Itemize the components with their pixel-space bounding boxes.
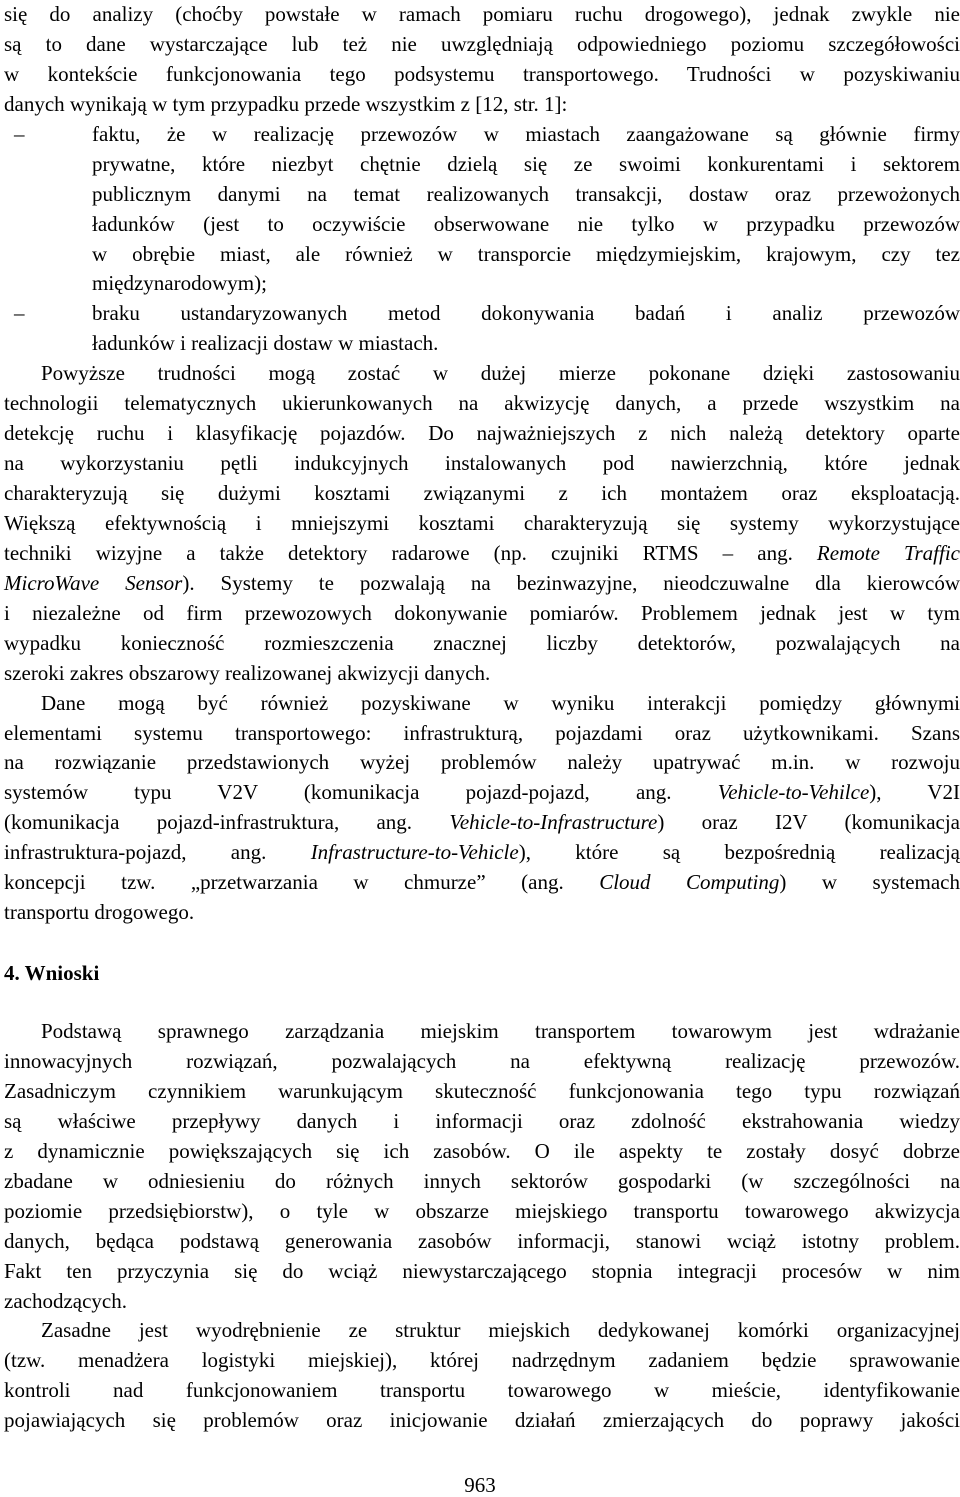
document-page bbox=[4, 0, 960, 1436]
text-line: technologii telematycznych ukierunkowanych na akwizycję danych, a przede wszystkim na bbox=[4, 391, 960, 416]
text-line: ładunków (jest to oczywiście obserwowane nie tylko w przypadku przewozów bbox=[92, 211, 960, 236]
italic-term: Vehicle-to-Infrastructure bbox=[449, 810, 658, 835]
italic-term: Remote Traffic bbox=[816, 540, 960, 565]
text-line: Podstawą sprawnego zarządzania miejskim transportem towarowym jest wdrażanie bbox=[41, 1019, 960, 1044]
text-line bbox=[4, 838, 960, 868]
page-number: 963 bbox=[464, 1473, 496, 1497]
text-span: techniki wizyjne a także detektory radarowe (np. czujniki RTMS – ang. bbox=[4, 540, 817, 565]
text-span: ). Systemy te pozwalają na bezinwazyjne, nieodczuwalne dla kierowców bbox=[182, 570, 960, 595]
italic-term: Vehicle-to-Vehilce bbox=[717, 780, 870, 805]
text-span: ), V2I bbox=[869, 780, 960, 805]
dash-bullet: – bbox=[14, 301, 25, 326]
text-line: transportu drogowego. bbox=[4, 900, 195, 925]
text-span: infrastruktura-pojazd, ang. bbox=[4, 840, 311, 865]
text-line: międzynarodowym); bbox=[92, 271, 267, 296]
text-line: na rozwiązanie przedstawionych wyżej problemów należy upatrywać m.in. w rozwoju bbox=[4, 750, 960, 775]
text-line: Powyższe trudności mogą zostać w dużej mierze pokonane dzięki zastosowaniu bbox=[41, 361, 960, 386]
paragraph-v2x bbox=[4, 689, 960, 929]
text-line: zachodzących. bbox=[4, 1288, 127, 1313]
text-line bbox=[4, 569, 960, 599]
text-span: ) oraz I2V (komunikacja bbox=[657, 810, 960, 835]
text-line: Dane mogą być również pozyskiwane w wyniku interakcji pomiędzy głównymi bbox=[41, 690, 960, 715]
dash-list bbox=[4, 120, 960, 360]
text-line bbox=[4, 808, 960, 838]
italic-term: Cloud Computing bbox=[599, 870, 780, 895]
paragraph-conclusions bbox=[4, 1017, 960, 1316]
text-line: Zasadne jest wyodrębnienie ze struktur miejskich dedykowanej komórki organizacyjnej bbox=[41, 1318, 960, 1343]
text-span: ), które są bezpośrednią realizacją bbox=[518, 840, 960, 865]
text-line: prywatne, które niezbyt chętnie dzielą się ze swoimi konkurentami i sektorem bbox=[92, 151, 960, 176]
text-line: ładunków i realizacji dostaw w miastach. bbox=[92, 331, 439, 356]
text-line: (tzw. menadżera logistyki miejskiej), której nadrzędnym zadaniem będzie sprawowanie bbox=[4, 1348, 960, 1373]
text-line: kontroli nad funkcjonowaniem transportu towarowego w mieście, identyfikowanie bbox=[4, 1378, 960, 1403]
text-span: ) w systemach bbox=[779, 870, 960, 895]
text-line: danych wynikają w tym przypadku przede wszystkim z [12, str. 1]: bbox=[4, 91, 568, 116]
text-line: detekcję ruchu i klasyfikację pojazdów. Do najważniejszych z nich należą detektory oparte bbox=[4, 421, 960, 446]
text-span: (komunikacja pojazd-infrastruktura, ang. bbox=[4, 810, 450, 835]
text-line: wypadku konieczność rozmieszczenia znacznej liczby detektorów, pozwalających na bbox=[4, 630, 960, 655]
text-line: w obrębie miast, ale również w transporcie międzymiejskim, krajowym, czy tez bbox=[92, 241, 960, 266]
paragraph-detection bbox=[4, 359, 960, 688]
text-span: koncepcji tzw. „przetwarzania w chmurze” (ang. bbox=[4, 870, 600, 895]
text-line: w kontekście funkcjonowania tego podsystemu transportowego. Trudności w pozyskiwaniu bbox=[4, 61, 960, 86]
list-item bbox=[4, 120, 960, 300]
section-heading: 4. Wnioski bbox=[4, 961, 100, 986]
text-line bbox=[4, 868, 960, 898]
text-line: Fakt ten przyczynia się do wciąż niewystarczającego stopnia integracji procesów w nim bbox=[4, 1258, 960, 1283]
text-line bbox=[4, 299, 960, 329]
text-line: zbadane w odniesieniu do różnych innych sektorów gospodarki (w szczególności na bbox=[4, 1168, 960, 1193]
text-span: faktu, że w realizację przewozów w miastach zaangażowane są głównie firmy bbox=[92, 121, 960, 146]
text-line: elementami systemu transportowego: infrastrukturą, pojazdami oraz użytkownikami. Szans bbox=[4, 720, 960, 745]
text-line: na wykorzystaniu pętli indukcyjnych instalowanych pod nawierzchnią, które jednak bbox=[4, 451, 960, 476]
paragraph-city-logistics bbox=[4, 1316, 960, 1436]
text-line: charakteryzują się dużymi kosztami związanymi z ich montażem oraz eksploatacją. bbox=[4, 481, 960, 505]
text-line: poziomie przedsiębiorstw), o tyle w obszarze miejskiego transportu towarowego akwizycja bbox=[4, 1198, 960, 1223]
list-item bbox=[4, 299, 960, 359]
text-line: innowacyjnych rozwiązań, pozwalających na efektywną realizację przewozów. bbox=[4, 1049, 960, 1073]
italic-term: MicroWave Sensor bbox=[4, 570, 183, 595]
text-line: Zasadniczym czynnikiem warunkującym skuteczność funkcjonowania tego typu rozwiązań bbox=[4, 1078, 960, 1103]
text-line: i niezależne od firm przewozowych dokonywanie pomiarów. Problemem jednak jest w tym bbox=[4, 600, 960, 625]
text-line: z dynamicznie powiększających się ich zasobów. O ile aspekty te zostały dosyć dobrze bbox=[4, 1138, 960, 1163]
text-line: się do analizy (choćby powstałe w ramach pomiaru ruchu drogowego), jednak zwykle nie bbox=[4, 2, 960, 26]
text-span: systemów typu V2V (komunikacja pojazd-pojazd, ang. bbox=[4, 780, 718, 805]
paragraph-intro bbox=[4, 0, 960, 120]
text-line: publicznym danymi na temat realizowanych transakcji, dostaw oraz przewożonych bbox=[92, 181, 960, 206]
text-line bbox=[4, 778, 960, 808]
text-line: szeroki zakres obszarowy realizowanej akwizycji danych. bbox=[4, 660, 491, 685]
text-line: pojawiających się problemów oraz inicjowanie działań zmierzających do poprawy jakości bbox=[4, 1408, 960, 1433]
dash-bullet: – bbox=[14, 121, 25, 146]
text-line: są właściwe przepływy danych i informacji oraz zdolność ekstrahowania wiedzy bbox=[4, 1108, 960, 1133]
text-span: braku ustandaryzowanych metod dokonywania badań i analiz przewozów bbox=[92, 301, 960, 326]
text-line: są to dane wystarczające lub też nie uwzględniają odpowiedniego poziomu szczegółowości bbox=[4, 31, 960, 56]
text-line bbox=[4, 120, 960, 150]
text-line: Większą efektywnością i mniejszymi kosztami charakteryzują się systemy wykorzystujące bbox=[4, 510, 960, 535]
text-line bbox=[4, 539, 960, 569]
italic-term: Infrastructure-to-Vehicle bbox=[310, 840, 519, 865]
text-line: danych, będąca podstawą generowania zasobów informacji, stanowi wciąż istotny problem. bbox=[4, 1228, 960, 1253]
